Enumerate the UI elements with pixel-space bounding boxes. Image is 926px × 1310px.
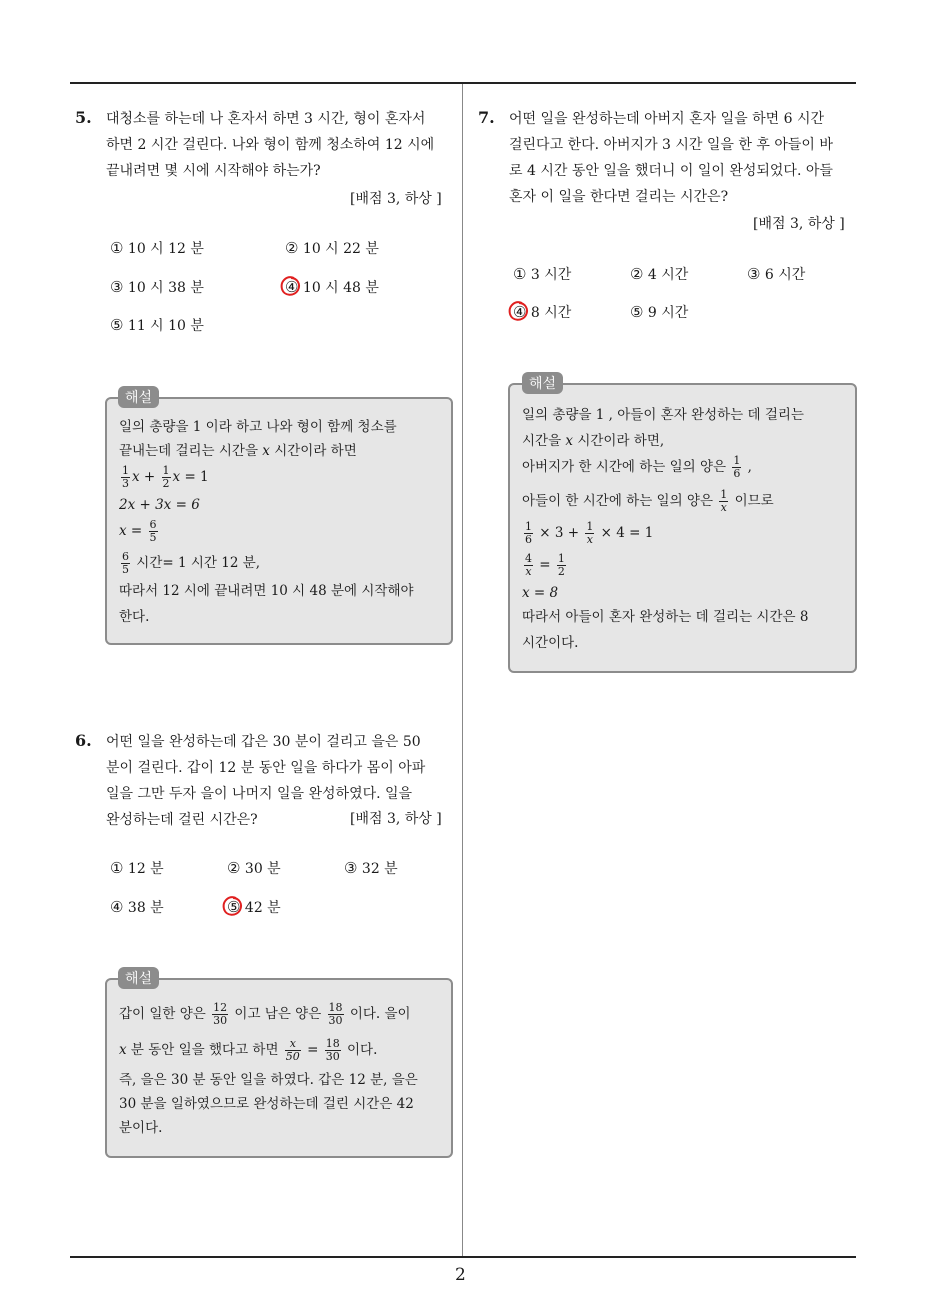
fraction: $\frac{18}{30}$ <box>325 1037 340 1063</box>
answer-circle-mark <box>507 300 529 322</box>
question-number: 5. <box>75 108 92 127</box>
fraction: $\frac{1}{2}$ <box>557 552 565 578</box>
solution-equation: $\frac{4}{x}$ = $\frac{1}{2}$ <box>525 552 565 578</box>
question-line: 로 4 시간 동안 일을 했더니 이 일이 완성되었다. 아들 <box>509 163 833 179</box>
solution-equation: $\frac{1}{3}$ x + $\frac{1}{2}$ x = 1 <box>122 464 209 490</box>
question-line: 걸린다고 한다. 아버지가 3 시간 일을 한 후 아들이 바 <box>509 137 833 153</box>
option-1[interactable]: ① 12 분 <box>110 859 164 877</box>
option-1[interactable]: ① 10 시 12 분 <box>110 239 204 257</box>
solution-line: 시간을 x 시간이라 하면, <box>522 433 665 449</box>
question-line: 분이 걸린다. 갑이 12 분 동안 일을 하다가 몸이 아파 <box>106 760 426 776</box>
fraction: $\frac{x}{50}$ <box>285 1037 300 1063</box>
solution-tag: 해설 <box>118 386 159 408</box>
option-4[interactable]: ④ 38 분 <box>110 898 164 916</box>
solution-box <box>508 383 857 673</box>
solution-line: $\frac{6}{5}$ 시간= 1 시간 12 분, <box>122 550 261 576</box>
question-text <box>106 106 454 184</box>
solution-line: 분이다. <box>119 1120 163 1136</box>
fraction: $\frac{1}{x}$ <box>720 488 728 514</box>
solution-equation: 2x + 3x = 6 <box>119 497 200 513</box>
column-divider <box>462 84 463 1258</box>
option-5[interactable]: ⑤ 42 분 <box>227 898 281 916</box>
option-1[interactable]: ① 3 시간 <box>513 265 572 283</box>
option-3[interactable]: ③ 10 시 38 분 <box>110 278 204 296</box>
question-line: 완성하는데 걸린 시간은? <box>106 812 258 828</box>
solution-line: 일의 총량을 1 이라 하고 나와 형이 함께 청소를 <box>119 419 397 435</box>
fraction: $\frac{18}{30}$ <box>328 1001 343 1027</box>
solution-line: 끝내는데 걸리는 시간을 x 시간이라 하면 <box>119 443 357 459</box>
option-2[interactable]: ② 4 시간 <box>630 265 689 283</box>
solution-line: 즉, 을은 30 분 동안 일을 하였다. 갑은 12 분, 을은 <box>119 1072 418 1088</box>
question-line: 대청소를 하는데 나 혼자서 하면 3 시간, 형이 혼자서 <box>106 111 426 127</box>
question-line: 일을 그만 두자 을이 나머지 일을 완성하였다. 일을 <box>106 786 413 802</box>
question-number: 6. <box>75 731 92 750</box>
option-3[interactable]: ③ 32 분 <box>344 859 398 877</box>
fraction: $\frac{4}{x}$ <box>525 552 532 578</box>
score-label: [배점 3, 하상 ] <box>350 191 442 207</box>
option-2[interactable]: ② 10 시 22 분 <box>285 239 379 257</box>
top-rule <box>70 82 856 84</box>
answer-circle-mark <box>279 275 301 297</box>
fraction: $\frac{1}{6}$ <box>525 520 532 546</box>
solution-line: 아버지가 한 시간에 하는 일의 양은 $\frac{1}{6}$ , <box>522 454 752 480</box>
fraction: $\frac{12}{30}$ <box>213 1001 228 1027</box>
option-3[interactable]: ③ 6 시간 <box>747 265 806 283</box>
question-line: 하면 2 시간 걸린다. 나와 형이 함께 청소하여 12 시에 <box>106 137 435 153</box>
option-5[interactable]: ⑤ 9 시간 <box>630 303 689 321</box>
solution-line: 갑이 일한 양은 $\frac{12}{30}$ 이고 남은 양은 $\frac{18}{30}$ 이다. 을이 <box>119 1001 411 1027</box>
question-line: 끝내려면 몇 시에 시작해야 하는가? <box>106 163 321 179</box>
fraction: $\frac{6}{5}$ <box>122 550 129 576</box>
solution-line: 시간이다. <box>522 635 579 651</box>
solution-box <box>105 978 453 1158</box>
page-number: 2 <box>455 1265 466 1285</box>
solution-line: 일의 총량을 1 , 아들이 혼자 완성하는 데 걸리는 <box>522 407 804 423</box>
solution-line: 아들이 한 시간에 하는 일의 양은 $\frac{1}{x}$ 이므로 <box>522 488 774 514</box>
question-line: 혼자 이 일을 한다면 걸리는 시간은? <box>509 189 729 205</box>
solution-tag: 해설 <box>522 372 563 394</box>
score-label: [배점 3, 하상 ] <box>350 811 442 827</box>
option-4[interactable]: ④ 10 시 48 분 <box>285 278 379 296</box>
question-line: 어떤 일을 완성하는데 갑은 30 분이 걸리고 을은 50 <box>106 734 421 750</box>
solution-line: 따라서 12 시에 끝내려면 10 시 48 분에 시작해야 <box>119 583 414 599</box>
option-4[interactable]: ④ 8 시간 <box>513 303 572 321</box>
solution-line: 한다. <box>119 609 150 625</box>
score-label: [배점 3, 하상 ] <box>753 216 845 232</box>
solution-box <box>105 397 453 645</box>
solution-tag: 해설 <box>118 967 159 989</box>
fraction: $\frac{1}{2}$ <box>162 464 170 490</box>
question-text <box>509 106 857 210</box>
option-5[interactable]: ⑤ 11 시 10 분 <box>110 316 204 334</box>
question-line: 어떤 일을 완성하는데 아버지 혼자 일을 하면 6 시간 <box>509 111 824 127</box>
option-2[interactable]: ② 30 분 <box>227 859 281 877</box>
question-number: 7. <box>478 108 495 127</box>
solution-line: 30 분을 일하였으므로 완성하는데 걸린 시간은 42 <box>119 1096 414 1112</box>
answer-circle-mark <box>221 895 243 917</box>
fraction: $\frac{6}{5}$ <box>149 518 157 544</box>
fraction: $\frac{1}{3}$ <box>122 464 129 490</box>
fraction: $\frac{1}{x}$ <box>586 520 594 546</box>
fraction: $\frac{1}{6}$ <box>733 454 741 480</box>
solution-line: x 분 동안 일을 했다고 하면 $\frac{x}{50}$ = $\frac{18}{30}$ 이다. <box>119 1037 378 1063</box>
solution-equation: $\frac{1}{6}$ × 3 + $\frac{1}{x}$ × 4 = 1 <box>525 520 654 546</box>
bottom-rule <box>70 1256 856 1258</box>
solution-equation: x = 8 <box>522 585 559 601</box>
solution-equation: x = $\frac{6}{5}$ <box>119 518 157 544</box>
solution-line: 따라서 아들이 혼자 완성하는 데 걸리는 시간은 8 <box>522 609 809 625</box>
